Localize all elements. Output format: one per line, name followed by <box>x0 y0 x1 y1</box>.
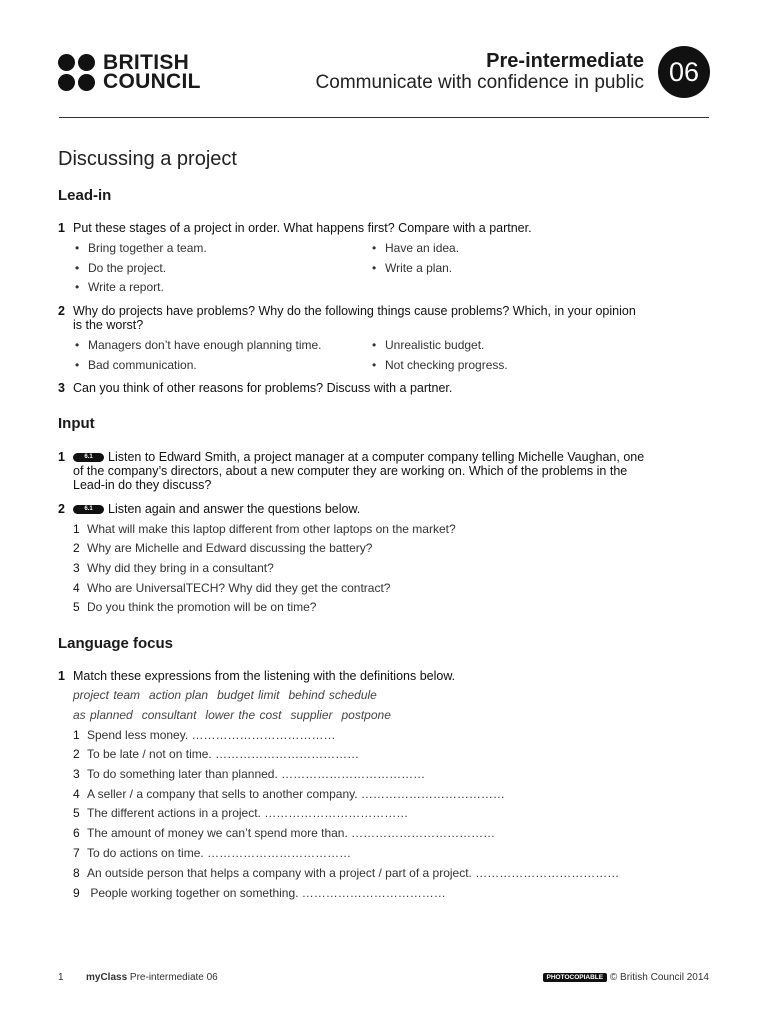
unit-subtitle: Communicate with confidence in public <box>315 72 644 93</box>
footer-course: myClass Pre-intermediate 06 <box>86 972 218 983</box>
logo-line1: BRITISH <box>103 51 190 74</box>
list-item: 2 Why are Michelle and Edward discussing the battery? <box>73 541 373 555</box>
definition-item: 8 An outside person that helps a company with a project / part of a project. ……………………………… <box>73 866 620 880</box>
page-number: 1 <box>58 972 64 983</box>
leadin-question-1: 1 Put these stages of a project in order. What happens first? Compare with a partner. <box>58 221 532 235</box>
word-box-row-2: as planned consultant lower the cost supplier postpone <box>73 708 391 722</box>
list-item: • Do the project. <box>88 261 166 275</box>
unit-number-badge: 06 <box>658 46 710 98</box>
definition-item: 9 People working together on something. ……………………………… <box>73 886 446 900</box>
photocopiable-badge: PHOTOCOPIABLE <box>543 973 608 982</box>
leadin-question-3: 3 Can you think of other reasons for problems? Discuss with a partner. <box>58 381 453 395</box>
list-item: • Bring together a team. <box>88 241 207 255</box>
list-item: • Have an idea. <box>385 241 459 255</box>
list-item: • Managers don’t have enough planning time. <box>88 338 322 352</box>
definition-item: 4 A seller / a company that sells to another company. ……………………………… <box>73 787 505 801</box>
list-item: • Unrealistic budget. <box>385 338 484 352</box>
input-heading: Input <box>58 415 95 432</box>
definition-item: 2 To be late / not on time. ……………………………… <box>73 747 360 761</box>
list-item: • Bad communication. <box>88 358 197 372</box>
list-item: 1 What will make this laptop different from other laptops on the market? <box>73 522 456 536</box>
audio-track-icon[interactable]: 6.1 <box>73 505 104 514</box>
leadin-question-2: 2 Why do projects have problems? Why do the following things cause problems? Which, in your opinion is the worst? <box>58 304 636 332</box>
list-item: 5 Do you think the promotion will be on time? <box>73 600 317 614</box>
list-item: • Write a report. <box>88 280 164 294</box>
footer-copyright: PHOTOCOPIABLE © British Council 2014 <box>543 972 709 983</box>
list-item: 3 Why did they bring in a consultant? <box>73 561 274 575</box>
logo-line2: COUNCIL <box>103 70 201 93</box>
list-item: • Not checking progress. <box>385 358 508 372</box>
definition-item: 1 Spend less money. ……………………………… <box>73 728 336 742</box>
definition-item: 3 To do something later than planned. ……………………………… <box>73 767 426 781</box>
header-divider <box>59 117 709 118</box>
page-title: Discussing a project <box>58 148 237 170</box>
list-item: • Write a plan. <box>385 261 452 275</box>
list-item: 4 Who are UniversalTECH? Why did they get the contract? <box>73 581 391 595</box>
definition-item: 6 The amount of money we can’t spend more than. ……………………………… <box>73 826 496 840</box>
british-council-logo <box>58 53 201 91</box>
audio-track-icon[interactable]: 6.1 <box>73 453 104 462</box>
level-title: Pre-intermediate <box>486 50 644 72</box>
leadin-heading: Lead-in <box>58 187 112 204</box>
logo-dots-icon <box>58 54 95 91</box>
input-question-1: 1 6.1 Listen to Edward Smith, a project manager at a computer company telling Michelle Vaughan, one of the company’s directors, about a new computer they are working on. Which of the problems in the Lead-in do they discuss? <box>58 450 645 492</box>
word-box-row-1: project team action plan budget limit behind schedule <box>73 688 377 702</box>
definition-item: 7 To do actions on time. ……………………………… <box>73 846 352 860</box>
definition-item: 5 The different actions in a project. ……………………………… <box>73 806 409 820</box>
input-question-2: 2 6.1 Listen again and answer the questions below. <box>58 502 361 516</box>
language-question-1: 1 Match these expressions from the listening with the definitions below. <box>58 669 456 683</box>
language-focus-heading: Language focus <box>58 635 174 652</box>
